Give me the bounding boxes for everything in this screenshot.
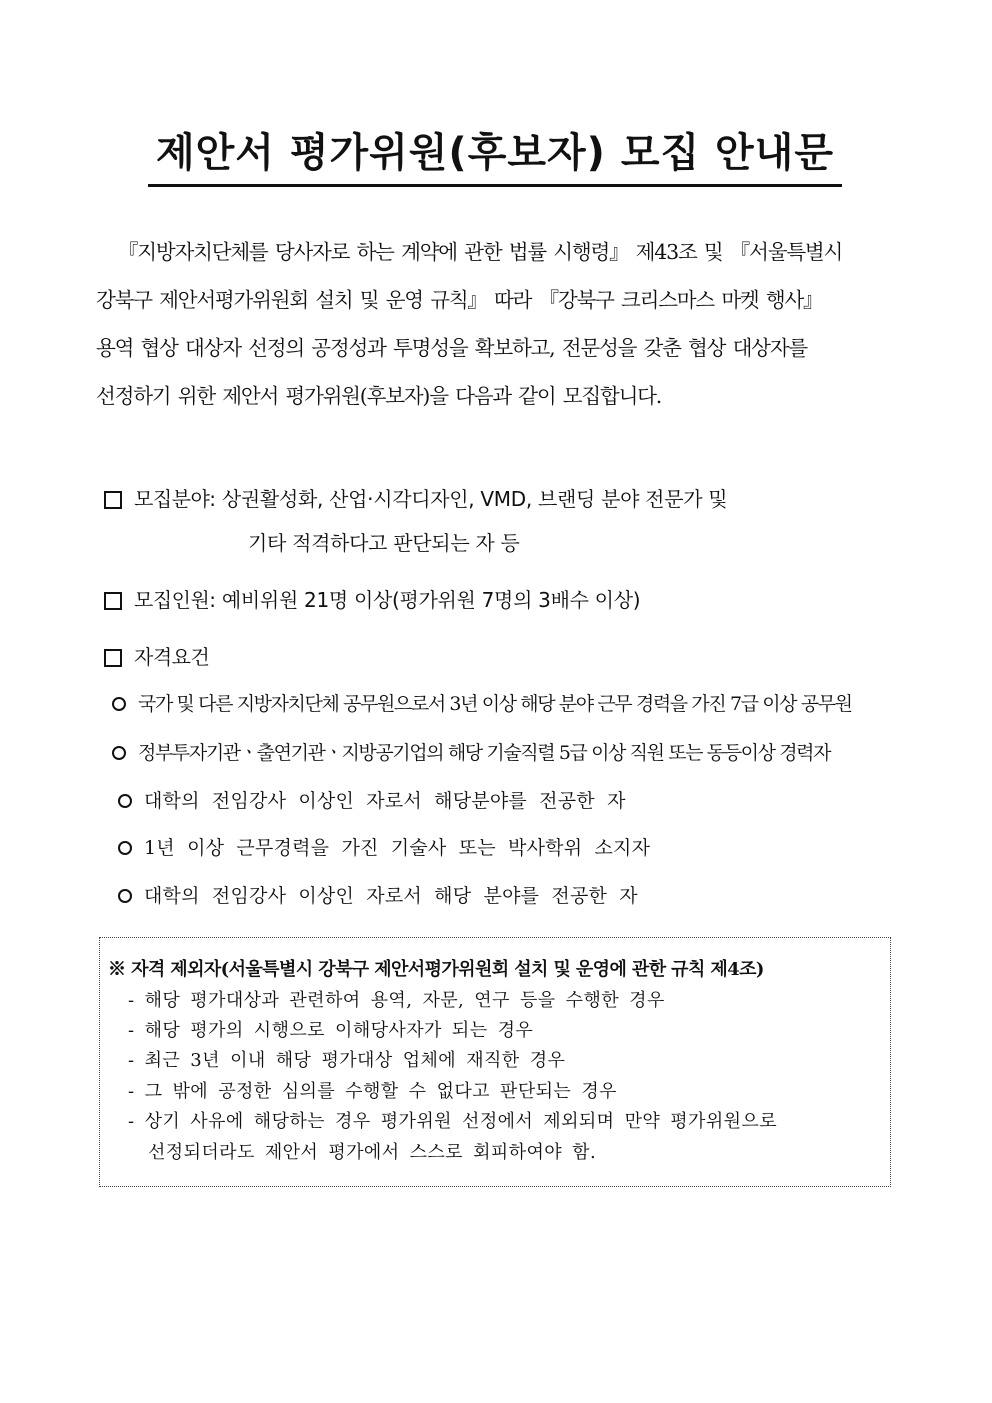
list-item-text: 대학의 전임강사 이상인 자로서 해당 분야를 전공한 자 xyxy=(144,885,638,907)
list-item-text: 국가 및 다른 지방자치단체 공무원으로서 3년 이상 해당 분야 근무 경력을 가진 7급 이상 공무원 xyxy=(138,693,852,715)
intro-line: 강북구 제안서평가위원회 설치 및 운영 규칙』 따라 『강북구 크리스마스 마켓 행사』 xyxy=(96,288,823,312)
circle-bullet-icon xyxy=(118,794,132,808)
section-value: 상권활성화, 산업·시각디자인, VMD, 브랜딩 분야 전문가 및 xyxy=(221,487,728,511)
section-qualification xyxy=(104,642,209,672)
intro-line: 선정하기 위한 제안서 평가위원(후보자)을 다음과 같이 모집합니다. xyxy=(96,384,662,408)
notice-item: - 상기 사유에 해당하는 경우 평가위원 선정에서 제외되며 만약 평가위원으로 xyxy=(128,1111,778,1132)
intro-line: 『지방자치단체를 당사자로 하는 계약에 관한 법률 시행령』 제43조 및 『서울특별시 xyxy=(118,240,843,264)
circle-bullet-icon xyxy=(118,889,132,903)
list-item xyxy=(112,689,852,719)
section-label: 자격요건 xyxy=(134,645,210,669)
notice-item: - 해당 평가대상과 관련하여 용역, 자문, 연구 등을 수행한 경우 xyxy=(128,990,665,1011)
section-value-continued: 기타 적격하다고 판단되는 자 등 xyxy=(248,531,520,555)
notice-item: - 최근 3년 이내 해당 평가대상 업체에 재직한 경우 xyxy=(128,1050,566,1071)
title-underline xyxy=(148,184,842,187)
list-item xyxy=(118,786,626,816)
notice-title: ※ 자격 제외자(서울특별시 강북구 제안서평가위원회 설치 및 운영에 관한 규칙 제4조) xyxy=(108,959,764,980)
section-recruit-field xyxy=(104,484,727,514)
section-recruit-count xyxy=(104,585,640,615)
list-item xyxy=(118,833,650,863)
circle-bullet-icon xyxy=(118,841,132,855)
section-label: 모집분야: xyxy=(134,487,216,511)
circle-bullet-icon xyxy=(112,697,126,711)
list-item xyxy=(112,738,830,768)
checkbox-icon xyxy=(104,592,122,610)
checkbox-icon xyxy=(104,491,122,509)
list-item-text: 정부투자기관ㆍ출연기관ㆍ지방공기업의 해당 기술직렬 5급 이상 직원 또는 동등이상 경력자 xyxy=(138,742,831,764)
checkbox-icon xyxy=(104,649,122,667)
notice-item: - 그 밖에 공정한 심의를 수행할 수 없다고 판단되는 경우 xyxy=(128,1081,617,1102)
list-item xyxy=(118,881,638,911)
list-item-text: 1년 이상 근무경력을 가진 기술사 또는 박사학위 소지자 xyxy=(144,837,651,859)
intro-line: 용역 협상 대상자 선정의 공정성과 투명성을 확보하고, 전문성을 갖춘 협상 대상자를 xyxy=(96,336,807,360)
notice-item-continued: 선정되더라도 제안서 평가에서 스스로 회피하여야 함. xyxy=(148,1142,597,1163)
circle-bullet-icon xyxy=(112,746,126,760)
section-value: 예비위원 21명 이상(평가위원 7명의 3배수 이상) xyxy=(221,588,641,612)
page-title: 제안서 평가위원(후보자) 모집 안내문 xyxy=(156,130,834,176)
intro-paragraph xyxy=(96,228,900,420)
notice-item: - 해당 평가의 시행으로 이해당사자가 되는 경우 xyxy=(128,1020,534,1041)
list-item-text: 대학의 전임강사 이상인 자로서 해당분야를 전공한 자 xyxy=(144,790,626,812)
section-label: 모집인원: xyxy=(134,588,216,612)
